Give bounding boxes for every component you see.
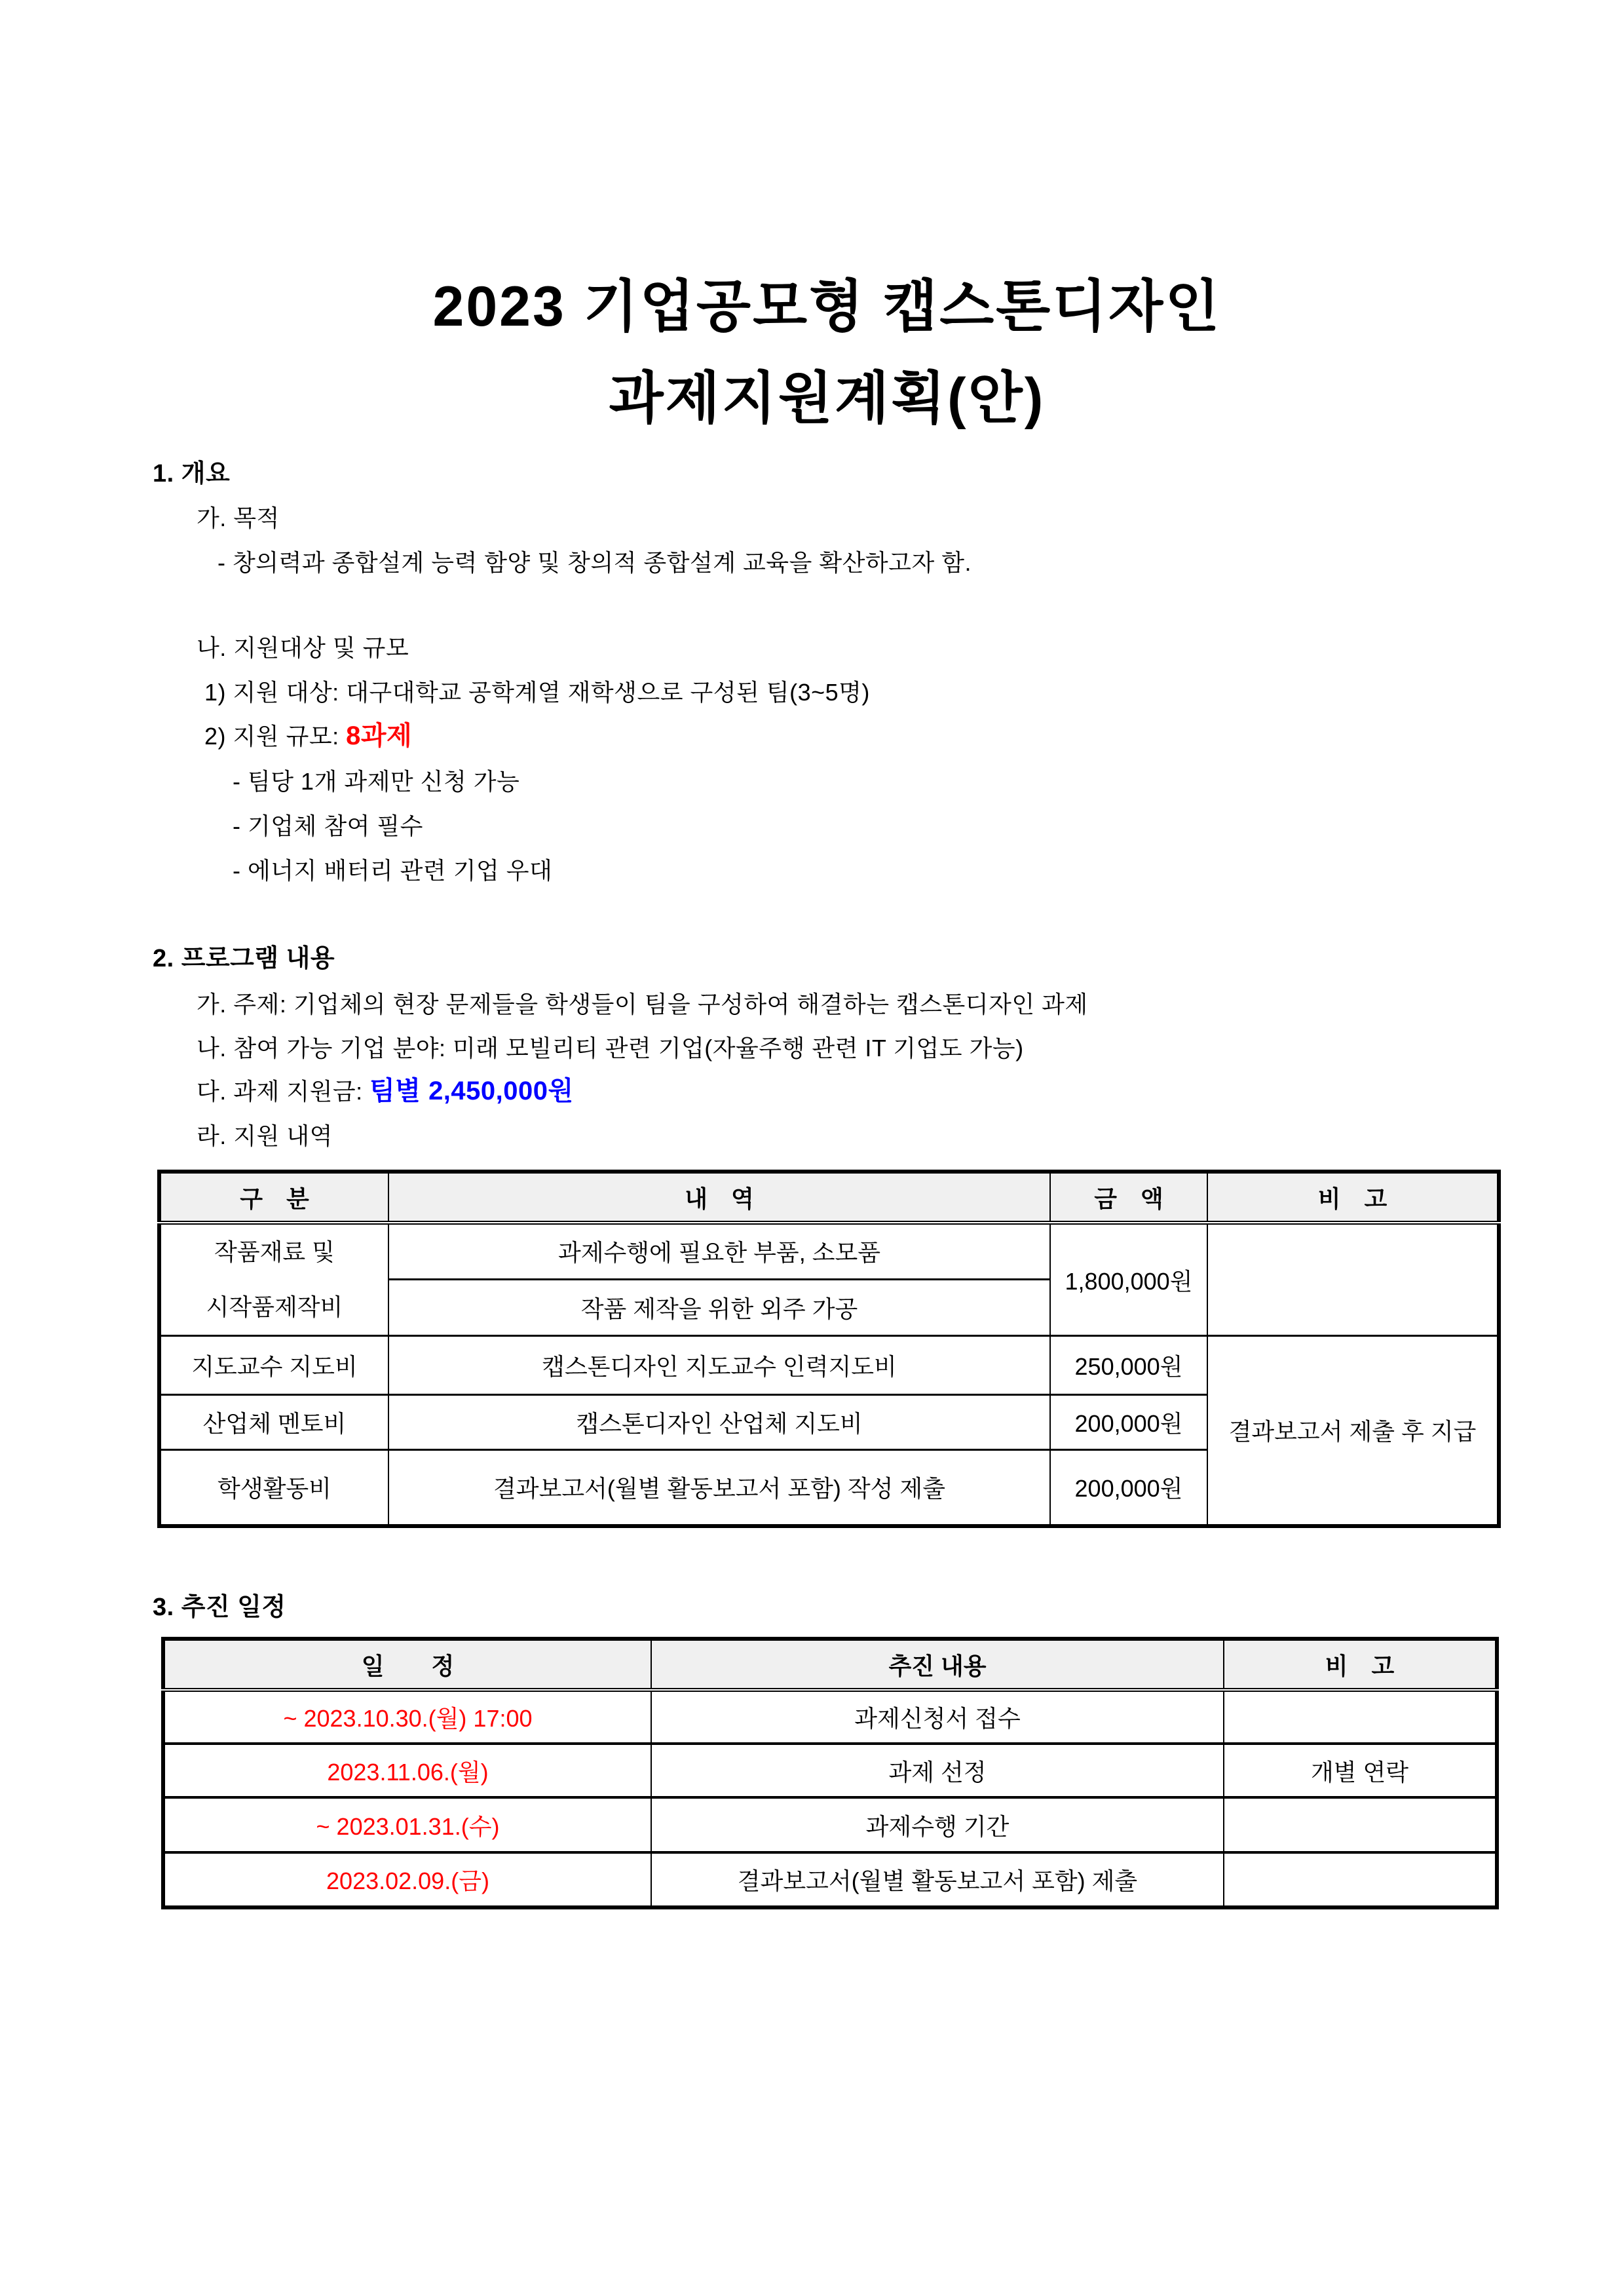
column-header-category: 구 분 <box>159 1172 388 1223</box>
section2-field: 나. 참여 가능 기업 분야: 미래 모빌리티 관련 기업(자율주행 관련 IT 기업도 가능) <box>197 1035 1024 1062</box>
cell-note-2: 개별 연락 <box>1224 1744 1497 1797</box>
section2-topic: 가. 주제: 기업체의 현장 문제들을 학생들이 팀을 구성하여 해결하는 캡스톤디자인 과제 <box>197 991 1088 1018</box>
table-row-professor <box>159 1336 1499 1395</box>
column-header-schedule: 일 정 <box>163 1639 651 1690</box>
section1-purpose-text: - 창의력과 종합설계 능력 함양 및 창의적 종합설계 교육을 확산하고자 함. <box>217 549 972 576</box>
section1-target-label: 나. 지원대상 및 규모 <box>197 634 409 661</box>
cell-content-1: 과제신청서 접수 <box>651 1690 1224 1744</box>
cell-detail-professor: 캡스톤디자인 지도교수 인력지도비 <box>388 1336 1050 1395</box>
cell-category-mentor: 산업체 멘토비 <box>159 1395 388 1450</box>
cell-date-4: 2023.02.09.(금) <box>163 1852 651 1907</box>
cell-category-student: 학생활동비 <box>159 1450 388 1526</box>
schedule-row-2 <box>163 1744 1497 1797</box>
cell-amount-materials: 1,800,000원 <box>1050 1223 1207 1336</box>
cell-amount-mentor: 200,000원 <box>1050 1395 1207 1450</box>
column-header-detail: 내 역 <box>388 1172 1050 1223</box>
section1-scale-item <box>204 721 412 752</box>
section3-heading: 3. 추진 일정 <box>153 1594 286 1621</box>
section2-heading: 2. 프로그램 내용 <box>153 945 335 972</box>
cell-category-professor: 지도교수 지도비 <box>159 1336 388 1395</box>
column-header-content: 추진 내용 <box>651 1639 1224 1690</box>
section1-note-2: - 기업체 참여 필수 <box>233 813 423 839</box>
title-line-2: 과제지원계획(안) <box>609 367 1046 430</box>
section1-target-item: 1) 지원 대상: 대구대학교 공학계열 재학생으로 구성된 팀(3~5명) <box>204 679 870 706</box>
cell-detail-materials-1: 과제수행에 필요한 부품, 소모품 <box>388 1223 1050 1279</box>
section2-detail-label: 라. 지원 내역 <box>197 1122 333 1149</box>
schedule-row-3 <box>163 1797 1497 1852</box>
cell-note-4 <box>1224 1852 1497 1907</box>
cell-category-materials <box>159 1223 388 1336</box>
section1-note-1: - 팀당 1개 과제만 신청 가능 <box>233 768 520 795</box>
section1-purpose-label: 가. 목적 <box>197 505 280 531</box>
cell-date-3: ~ 2023.01.31.(수) <box>163 1797 651 1852</box>
cell-content-2: 과제 선정 <box>651 1744 1224 1797</box>
section1-heading: 1. 개요 <box>153 460 231 488</box>
scale-item-label: 2) 지원 규모: <box>204 723 347 750</box>
schedule-table-header-row <box>163 1639 1497 1690</box>
cell-content-3: 과제수행 기간 <box>651 1797 1224 1852</box>
cell-note-merged: 결과보고서 제출 후 지급 <box>1207 1336 1499 1526</box>
cell-detail-materials-2: 작품 제작을 위한 외주 가공 <box>388 1279 1050 1335</box>
title-line-1: 2023 기업공모형 캡스톤디자인 <box>432 275 1222 338</box>
cell-content-4: 결과보고서(월별 활동보고서 포함) 제출 <box>651 1852 1224 1907</box>
support-table-header-row <box>159 1172 1499 1223</box>
grant-value: 팀별 2,450,000원 <box>369 1077 574 1105</box>
column-header-note: 비 고 <box>1207 1172 1499 1223</box>
cell-date-1: ~ 2023.10.30.(월) 17:00 <box>163 1690 651 1744</box>
table-row-materials-1 <box>159 1223 1499 1279</box>
schedule-row-4 <box>163 1852 1497 1907</box>
cell-detail-mentor: 캡스톤디자인 산업체 지도비 <box>388 1395 1050 1450</box>
section2-grant <box>197 1076 574 1107</box>
cell-note-1 <box>1224 1690 1497 1744</box>
cell-amount-professor: 250,000원 <box>1050 1336 1207 1395</box>
cell-note-materials <box>1207 1223 1499 1336</box>
schedule-row-1 <box>163 1690 1497 1744</box>
schedule-table <box>161 1637 1499 1909</box>
column-header-amount: 금 액 <box>1050 1172 1207 1223</box>
support-detail-table <box>157 1170 1501 1528</box>
scale-item-value: 8과제 <box>346 721 413 750</box>
cell-amount-student: 200,000원 <box>1050 1450 1207 1526</box>
cell-detail-student: 결과보고서(월별 활동보고서 포함) 작성 제출 <box>388 1450 1050 1526</box>
category-materials-line2: 시작품제작비 <box>206 1293 343 1320</box>
section1-note-3: - 에너지 배터리 관련 기업 우대 <box>233 857 553 884</box>
cell-date-2: 2023.11.06.(월) <box>163 1744 651 1797</box>
cell-note-3 <box>1224 1797 1497 1852</box>
category-materials-line1: 작품재료 및 <box>214 1238 335 1265</box>
column-header-remark: 비 고 <box>1224 1639 1497 1690</box>
document-title <box>157 261 1497 444</box>
grant-label: 다. 과제 지원금: <box>197 1078 370 1105</box>
